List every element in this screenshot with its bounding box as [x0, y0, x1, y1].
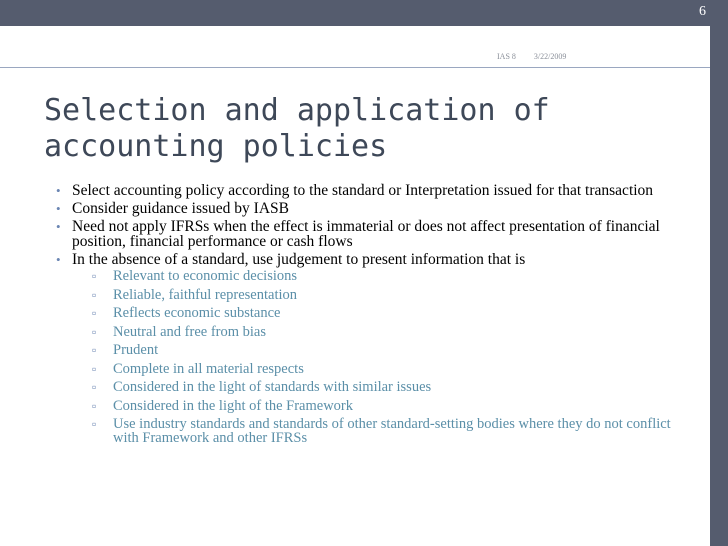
sub-bullet-item [72, 399, 694, 413]
bullet-dot-icon: • [56, 252, 61, 267]
header-divider [0, 67, 710, 68]
bullet-dot-icon: • [56, 201, 61, 216]
sub-bullet-item [72, 306, 694, 320]
square-bullet-icon: ▫ [92, 417, 97, 431]
sub-bullet-item [72, 343, 694, 357]
bullet-text: In the absence of a standard, use judgement to present information that is [72, 251, 526, 268]
bullet-dot-icon: • [56, 219, 61, 234]
square-bullet-icon: ▫ [92, 343, 97, 357]
top-accent-bar [0, 0, 710, 26]
bullet-item [54, 252, 694, 445]
bullet-dot-icon: • [56, 183, 61, 198]
right-accent-bar [710, 0, 728, 546]
slide-number: 6 [699, 4, 706, 19]
sub-bullet-text: Prudent [113, 342, 159, 358]
bullet-list [54, 183, 694, 445]
sub-bullet-list [72, 269, 694, 445]
slide-title: Selection and application of accounting policies [44, 93, 550, 164]
square-bullet-icon: ▫ [92, 306, 97, 320]
square-bullet-icon: ▫ [92, 269, 97, 283]
square-bullet-icon: ▫ [92, 380, 97, 394]
square-bullet-icon: ▫ [92, 287, 97, 302]
sub-bullet-text: Reliable, faithful representation [113, 286, 297, 303]
sub-bullet-item [72, 269, 694, 283]
sub-bullet-text: Relevant to economic decisions [113, 268, 298, 284]
sub-bullet-text: Reflects economic substance [113, 305, 281, 321]
bullet-text: Consider guidance issued by IASB [72, 200, 289, 217]
sub-bullet-item [72, 417, 694, 445]
bullet-item [54, 201, 694, 216]
square-bullet-icon: ▫ [92, 361, 97, 376]
bullet-text: Select accounting policy according to the standard or Interpretation issued for that transaction [72, 182, 654, 199]
bullet-text: Need not apply IFRSs when the effect is immaterial or does not affect presentation of financial position, financial performance or cash flows [72, 218, 660, 250]
square-bullet-icon: ▫ [92, 324, 97, 339]
sub-bullet-text: Considered in the light of the Framework [113, 397, 354, 414]
sub-bullet-item [72, 380, 694, 394]
sub-bullet-item [72, 362, 694, 376]
sub-bullet-text: Complete in all material respects [113, 360, 304, 377]
sub-bullet-text: Neutral and free from bias [113, 323, 266, 340]
bullet-item [54, 183, 694, 198]
sub-bullet-text: Considered in the light of standards with similar issues [113, 379, 432, 395]
header-code: IAS 8 [497, 52, 516, 61]
bullet-item [54, 219, 694, 249]
square-bullet-icon: ▫ [92, 398, 97, 413]
slide-header [497, 52, 582, 61]
sub-bullet-item [72, 325, 694, 339]
slide-content [54, 183, 694, 450]
sub-bullet-text: Use industry standards and standards of other standard-setting bodies where they do not conflict with Framework and other IFRSs [113, 416, 671, 446]
sub-bullet-item [72, 288, 694, 302]
header-date: 3/22/2009 [533, 52, 567, 61]
